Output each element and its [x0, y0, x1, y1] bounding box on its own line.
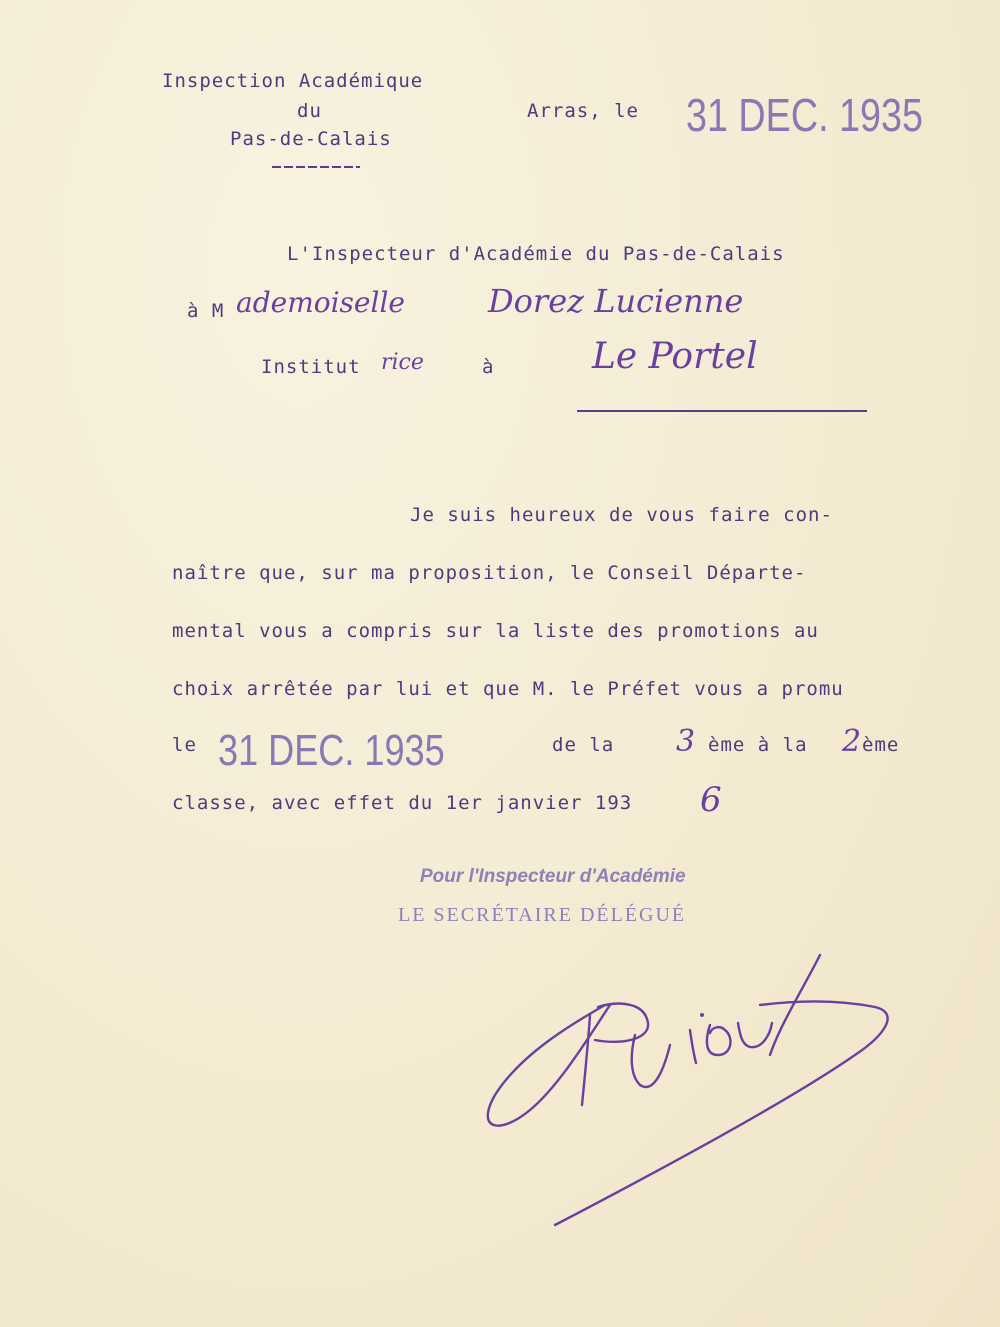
date-stamp: 31 DEC. 1935 [686, 89, 923, 141]
recipient-name-handwritten: Dorez Lucienne [488, 282, 744, 320]
body-line-5-from: de la [552, 734, 615, 756]
body-line-1: Je suis heureux de vous faire con- [410, 504, 833, 526]
year-digit-handwritten: 6 [700, 780, 722, 820]
body-line-5-mid: ème à la [708, 734, 808, 756]
location-at: à [482, 356, 495, 378]
signature-stamp-line-2: LE SECRÉTAIRE DÉLÉGUÉ [398, 904, 687, 926]
header-institution: Inspection Académique [162, 70, 424, 92]
body-line-6: classe, avec effet du 1er janvier 193 [172, 792, 633, 814]
body-line-4: choix arrêtée par lui et que M. le Préfet vous a promu [172, 678, 844, 700]
body-line-3: mental vous a compris sur la liste des promotions au [172, 620, 819, 642]
body-line-5-prefix: le [172, 734, 197, 756]
location-handwritten: Le Portel [592, 336, 758, 377]
class-from-handwritten: 3 [676, 724, 696, 759]
body-line-2: naître que, sur ma proposition, le Conseil Départe- [172, 562, 807, 584]
recipient-prefix: à M [187, 300, 225, 322]
class-to-handwritten: 2 [842, 724, 862, 759]
address-underline [577, 410, 867, 412]
dateline-city: Arras, le [527, 100, 639, 122]
header-du: du [297, 100, 322, 122]
signature-stamp-line-1: Pour l'Inspecteur d'Académie [420, 866, 686, 887]
header-department: Pas-de-Calais [230, 128, 392, 150]
role-prefix: Institut [261, 356, 361, 378]
role-suffix-handwritten: rice [381, 350, 424, 375]
sender-line: L'Inspecteur d'Académie du Pas-de-Calais [287, 243, 785, 265]
promotion-date-stamp: 31 DEC. 1935 [218, 726, 445, 775]
header-underline [272, 166, 360, 168]
body-line-5-end: ème [862, 734, 900, 756]
handwritten-signature [470, 945, 910, 1245]
recipient-title-handwritten: ademoiselle [236, 286, 405, 319]
